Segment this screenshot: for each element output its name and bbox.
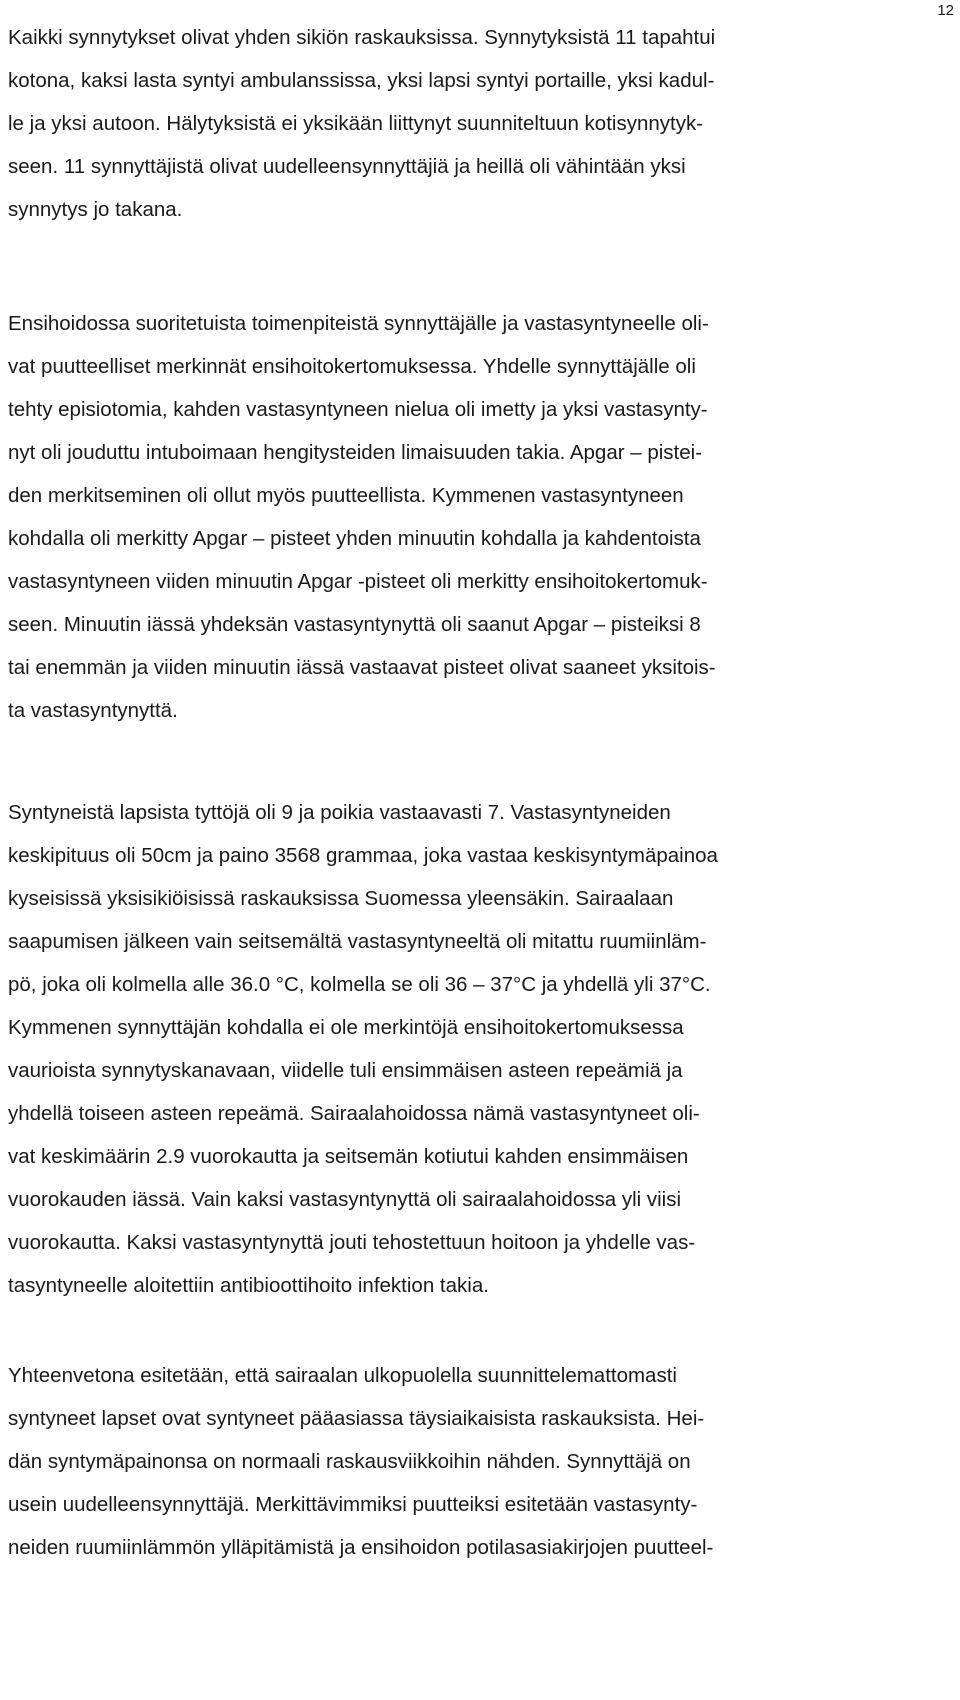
- text-line: usein uudelleensynnyttäjä. Merkittävimmiksi puutteiksi esitetään vastasynty-: [8, 1493, 698, 1516]
- text-line: nyt oli jouduttu intuboimaan hengitysteiden limaisuuden takia. Apgar – pistei-: [8, 441, 703, 464]
- text-line: dän syntymäpainonsa on normaali raskausviikkoihin nähden. Synnyttäjä on: [8, 1450, 691, 1473]
- page-number: 12: [937, 2, 954, 19]
- text-line: vat puutteelliset merkinnät ensihoitokertomuksessa. Yhdelle synnyttäjälle oli: [8, 355, 696, 378]
- text-line: saapumisen jälkeen vain seitsemältä vastasyntyneeltä oli mitattu ruumiinläm-: [8, 930, 707, 953]
- text-line: Kymmenen synnyttäjän kohdalla ei ole merkintöjä ensihoitokertomuksessa: [8, 1016, 684, 1039]
- text-line: syntyneet lapset ovat syntyneet pääasiassa täysiaikaisista raskauksista. Hei-: [8, 1407, 705, 1430]
- text-line: keskipituus oli 50cm ja paino 3568 grammaa, joka vastaa keskisyntymäpainoa: [8, 844, 718, 867]
- text-line: seen. 11 synnyttäjistä olivat uudelleensynnyttäjiä ja heillä oli vähintään yksi: [8, 155, 686, 178]
- text-line: neiden ruumiinlämmön ylläpitämistä ja ensihoidon potilasasiakirjojen puutteel-: [8, 1536, 714, 1559]
- text-line: vuorokauden iässä. Vain kaksi vastasyntynyttä oli sairaalahoidossa yli viisi: [8, 1188, 682, 1211]
- text-line: tehty episiotomia, kahden vastasyntyneen nielua oli imetty ja yksi vastasynty-: [8, 398, 708, 421]
- text-line: ta vastasyntynyttä.: [8, 699, 178, 722]
- text-line: yhdellä toiseen asteen repeämä. Sairaalahoidossa nämä vastasyntyneet oli-: [8, 1102, 700, 1125]
- text-line: Syntyneistä lapsista tyttöjä oli 9 ja poikia vastaavasti 7. Vastasyntyneiden: [8, 801, 671, 824]
- text-line: kyseisissä yksisikiöisissä raskauksissa Suomessa yleensäkin. Sairaalaan: [8, 887, 674, 910]
- text-line: Ensihoidossa suoritetuista toimenpiteistä synnyttäjälle ja vastasyntyneelle oli-: [8, 312, 709, 335]
- text-line: vat keskimäärin 2.9 vuorokautta ja seitsemän kotiutui kahden ensimmäisen: [8, 1145, 689, 1168]
- text-line: le ja yksi autoon. Hälytyksistä ei yksikään liittynyt suunniteltuun kotisynnytyk-: [8, 112, 704, 135]
- text-line: vaurioista synnytyskanavaan, viidelle tuli ensimmäisen asteen repeämiä ja: [8, 1059, 683, 1082]
- text-line: Kaikki synnytykset olivat yhden sikiön raskauksissa. Synnytyksistä 11 tapahtui: [8, 26, 716, 49]
- text-line: vastasyntyneen viiden minuutin Apgar -pisteet oli merkitty ensihoitokertomuk-: [8, 570, 708, 593]
- text-line: tai enemmän ja viiden minuutin iässä vastaavat pisteet olivat saaneet yksitois-: [8, 656, 716, 679]
- text-line: vuorokautta. Kaksi vastasyntynyttä jouti tehostettuun hoitoon ja yhdelle vas-: [8, 1231, 696, 1254]
- text-line: pö, joka oli kolmella alle 36.0 °C, kolmella se oli 36 – 37°C ja yhdellä yli 37°C.: [8, 973, 711, 996]
- text-line: kotona, kaksi lasta syntyi ambulanssissa, yksi lapsi syntyi portaille, yksi kadul-: [8, 69, 715, 92]
- text-line: seen. Minuutin iässä yhdeksän vastasyntynyttä oli saanut Apgar – pisteiksi 8: [8, 613, 701, 636]
- text-line: Yhteenvetona esitetään, että sairaalan ulkopuolella suunnittelemattomasti: [8, 1364, 677, 1387]
- text-line: tasyntyneelle aloitettiin antibioottihoito infektion takia.: [8, 1274, 489, 1297]
- text-line: synnytys jo takana.: [8, 198, 183, 221]
- text-line: kohdalla oli merkitty Apgar – pisteet yhden minuutin kohdalla ja kahdentoista: [8, 527, 701, 550]
- text-line: den merkitseminen oli ollut myös puutteellista. Kymmenen vastasyntyneen: [8, 484, 684, 507]
